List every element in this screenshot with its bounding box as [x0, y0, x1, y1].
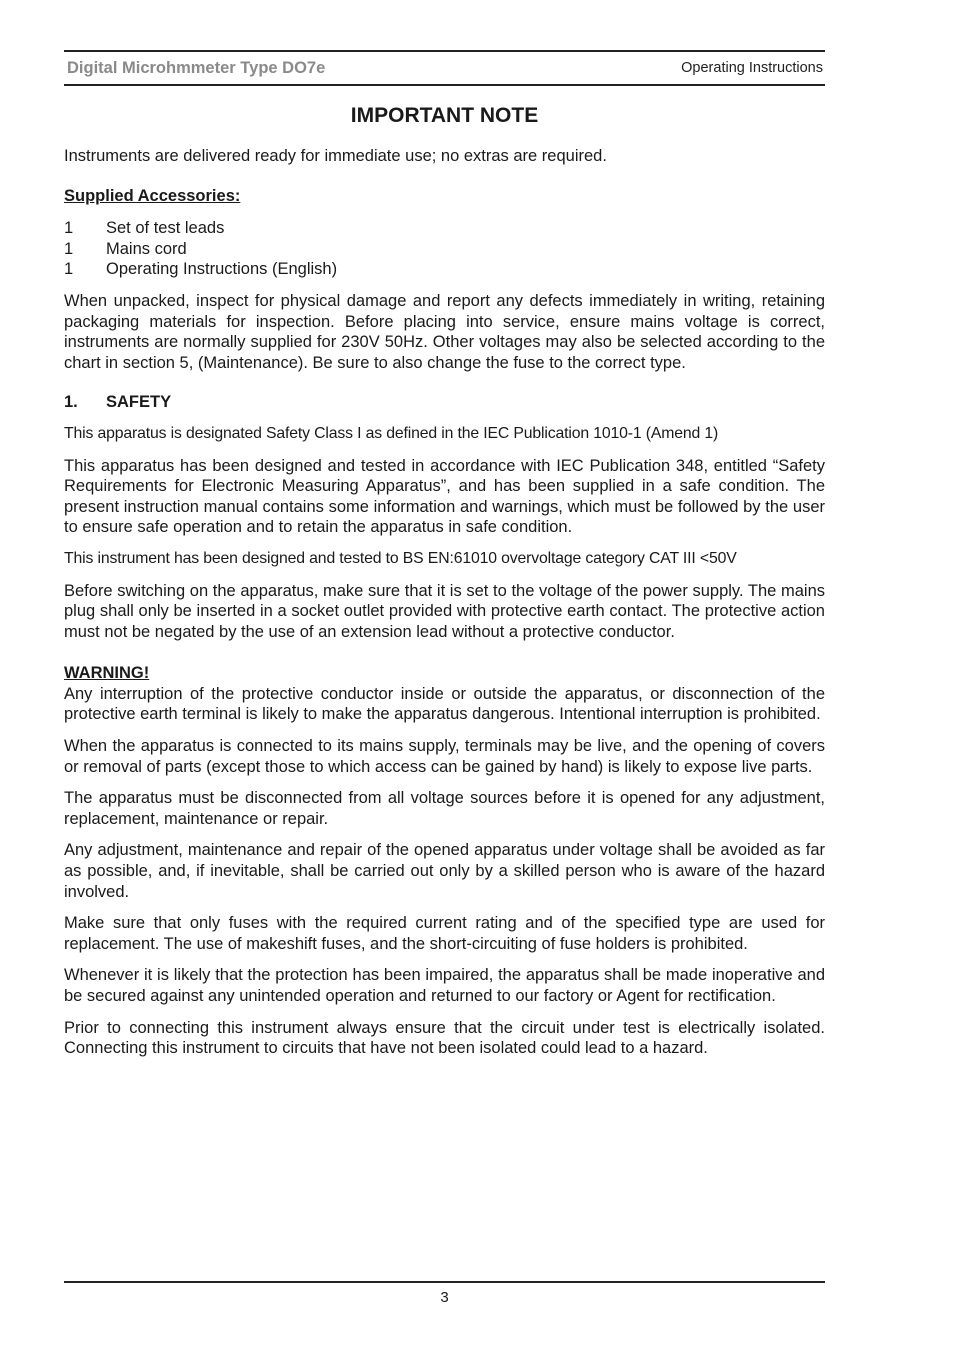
section-number: 1.	[64, 393, 78, 412]
safety-paragraph: This instrument has been designed and tested to BS EN:61010 overvoltage category CAT III <50V	[64, 549, 737, 567]
item-text: Mains cord	[106, 239, 187, 258]
footer-rule	[64, 1281, 825, 1283]
document-page	[64, 50, 825, 1059]
item-text: Set of test leads	[106, 219, 225, 238]
section-heading-safety	[64, 392, 825, 413]
item-quantity: 1	[64, 260, 74, 279]
list-item	[64, 259, 825, 280]
intro-paragraph: Instruments are delivered ready for immediate use; no extras are required.	[64, 147, 607, 165]
warning-paragraph: Any adjustment, maintenance and repair of the opened apparatus under voltage shall be avoided as far as possible, and, if inevitable, shall be carried out only by a skilled person who is aware of the hazard involved.	[64, 841, 825, 901]
warning-paragraph: When the apparatus is connected to its mains supply, terminals may be live, and the opening of covers or removal of parts (except those to which access can be gained by hand) is likely to expose live parts.	[64, 737, 825, 776]
warning-paragraph: Whenever it is likely that the protection has been impaired, the apparatus shall be made inoperative and be secured against any unintended operation and returned to our factory or Agent for rectification.	[64, 966, 825, 1005]
warning-paragraph: Prior to connecting this instrument always ensure that the circuit under test is electrically isolated. Connecting this instrument to circuits that have not been isolated could lead to a hazard.	[64, 1018, 825, 1058]
running-header	[64, 50, 825, 86]
list-item	[64, 239, 825, 260]
item-quantity: 1	[64, 239, 74, 258]
safety-paragraph: Before switching on the apparatus, make sure that it is set to the voltage of the power supply. The mains plug shall only be inserted in a socket outlet provided with protective earth contact. The protective action must not be negated by the use of an extension lead without a protective conductor.	[64, 581, 825, 641]
warning-paragraph: Make sure that only fuses with the required current rating and of the specified type are used for replacement. The use of makeshift fuses, and the short-circuiting of fuse holders is prohibited.	[64, 914, 825, 953]
header-section: Operating Instructions	[681, 60, 823, 76]
item-text: Operating Instructions (English)	[106, 260, 338, 279]
warning-paragraph: Any interruption of the protective conductor inside or outside the apparatus, or disconnection of the protective earth terminal is likely to make the apparatus dangerous. Intentional interruption is prohibited.	[64, 684, 825, 724]
section-title: SAFETY	[106, 393, 172, 412]
warning-paragraph: The apparatus must be disconnected from all voltage sources before it is opened for any adjustment, replacement, maintenance or repair.	[64, 789, 825, 828]
accessories-list	[64, 218, 825, 280]
accessories-heading: Supplied Accessories:	[64, 186, 241, 205]
warning-heading: WARNING!	[64, 664, 150, 683]
unpacking-paragraph: When unpacked, inspect for physical damage and report any defects immediately in writing, retaining packaging materials for inspection. Before placing into service, ensure mains voltage is correct, instruments are normally supplied for 230V 50Hz. Other voltages may also be selected according to the chart in section 5, (Maintenance). Be sure to also change the fuse to the correct type.	[64, 291, 825, 372]
list-item	[64, 218, 825, 239]
safety-paragraph: This apparatus has been designed and tested in accordance with IEC Publication 348, entitled “Safety Requirements for Electronic Measuring Apparatus”, and has been supplied in a safe condition. The present instruction manual contains some information and warnings, which must be followed by the user to ensure safe operation and to retain the apparatus in safe condition.	[64, 456, 825, 537]
header-title: Digital Microhmmeter Type DO7e	[67, 58, 326, 77]
page-number: 3	[440, 1289, 449, 1306]
item-quantity: 1	[64, 219, 74, 238]
safety-paragraph: This apparatus is designated Safety Class I as defined in the IEC Publication 1010-1 (Amend 1)	[64, 424, 719, 442]
page-title: IMPORTANT NOTE	[350, 104, 539, 127]
